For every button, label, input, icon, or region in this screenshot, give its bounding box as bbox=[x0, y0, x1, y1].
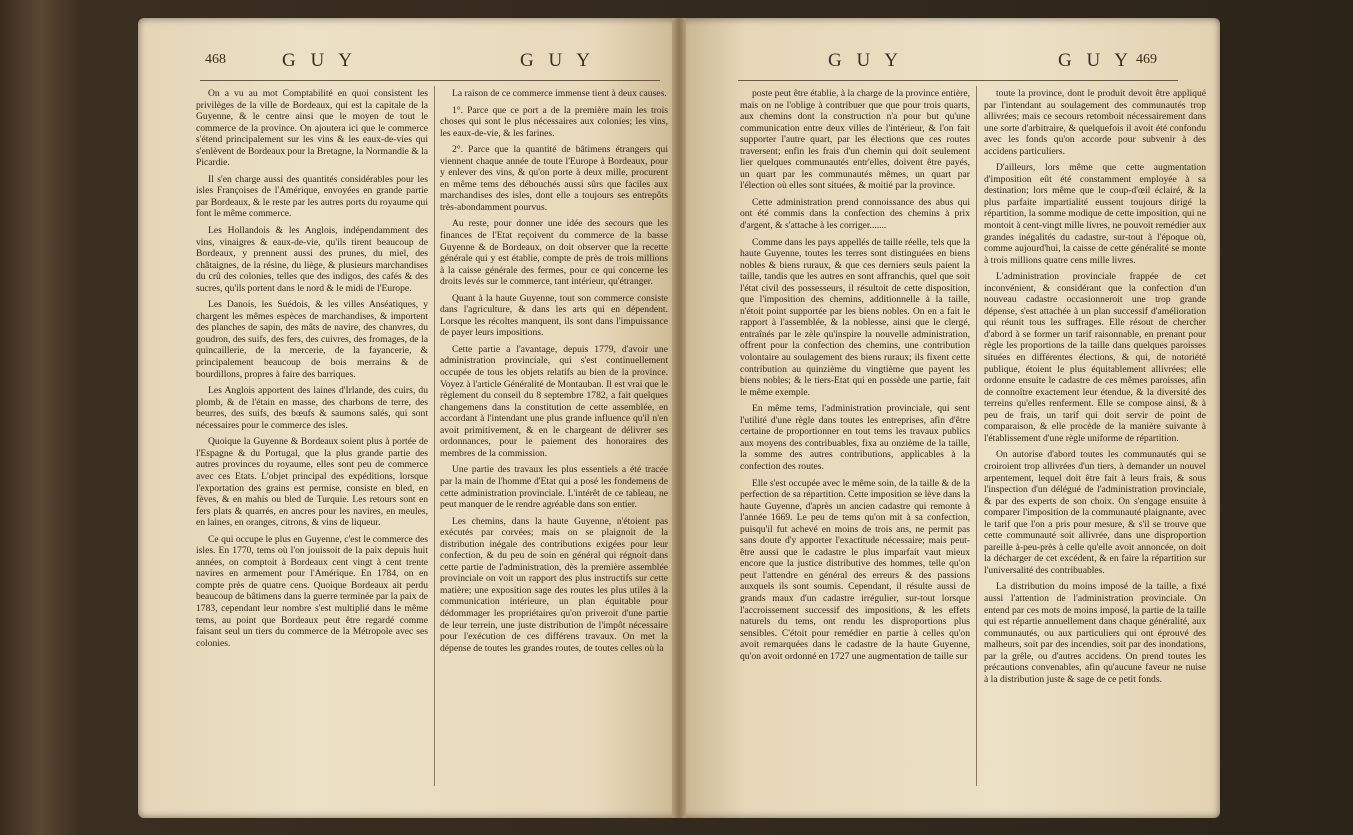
column-divider-left bbox=[434, 86, 435, 786]
paragraph: La raison de ce commerce immense tient à deux causes. bbox=[452, 88, 667, 99]
running-head-left-2: G U Y bbox=[520, 50, 595, 71]
left-column-1 bbox=[196, 88, 428, 654]
paragraph: 2°. Parce que la quantité de bâtimens étrangers qui viennent chaque année de toute l'Europe à Bordeaux, pour y enlever des vins, & qu'on porte à deux mille, procurent en même tems des débouchés aussi sûrs que faciles aux marchandises des isles, dont elle a toujours ses entrepôts très-abondamment pourvus. bbox=[440, 144, 668, 213]
paragraph: Il s'en charge aussi des quantités considérables pour les isles Françoises de l'Amérique, envoyées en grande partie par Bordeaux, & le reste par les autres ports du royaume qui font le même commerce. bbox=[196, 173, 428, 220]
header-rule-left bbox=[200, 80, 660, 81]
paragraph: On autorise d'abord toutes les communautés qui se croiroient trop allivrées d'un tiers, à demander un nouvel arpentement, lequel doit être fait à leurs frais, & sous l'inspection d'un délégué de l'administration provinciale, & par des experts de son choix. On s'engage ensuite à comparer l'imposition de la communauté plaignante, avec le tarif que l'on a pris pour mesure, & s'il se trouve que cette communauté soit allivrée, dans une disproportion pareille à-peu-près à celle qu'elle avoit annoncée, on doit la décharger de cet excédent, & en faire la répartition sur l'universalité des contribuables. bbox=[984, 449, 1206, 576]
paragraph: poste peut être établie, à la charge de la province entière, mais on ne l'oblige à contribuer que que pour trois quarts, aux chemins dont la construction n'a pour but qu'une communication entre deux villes de l'intérieur, & l'on fait supporter l'autre quart, par les élections que ces routes traversent; enfin les frais d'un chemin qui doit seulement lier quelques communautés entr'elles, doivent être payés, un quart par les communautés mêmes, un quart par l'élection où elles sont situées, & moitié par la province. bbox=[740, 88, 970, 192]
paragraph: En même tems, l'administration provinciale, qui sent l'utilité d'une règle dans toutes les entreprises, afin d'être certaine de proportionner en tout tems les travaux publics aux moyens des contribuables, fixa au onzième de la taille, la somme des autres contributions, applicables à la confection des routes. bbox=[740, 403, 970, 472]
running-head-right-2: G U Y bbox=[1058, 50, 1133, 71]
paragraph: Les Danois, les Suédois, & les villes Anséatiques, y chargent les mêmes espèces de marchandises, & importent des planches de sapin, des mâts de navire, des chanvres, du goudron, des suifs, des fers, des cuivres, des fromages, de la quincaillerie, de la mercerie, de la fayancerie, & principalement beaucoup de bois merrains & de bourdillons, propres à faire des barriques. bbox=[196, 299, 428, 380]
paragraph: Au reste, pour donner une idée des secours que les finances de l'Etat reçoivent du commerce de la basse Guyenne & de Bordeaux, on doit observer que la recette générale qui y est établie, compte de près de trois millions à la caisse générale des fermes, pour ce qui concerne les droits levés sur le commerce, tant intérieur, qu'étranger. bbox=[440, 218, 668, 288]
paragraph: Ce qui occupe le plus en Guyenne, c'est le commerce des isles. En 1770, tems où l'on jouissoit de la paix depuis huit années, on comptoit à Bordeaux cent vingt à cent trente navires en armement pour l'Amérique. En 1784, on en compte près de quatre cens. Quoique Bordeaux ait perdu beaucoup de bâtimens dans la guerre terminée par la paix de 1783, cependant leur nombre s'est multiplié dans le même tems, au point que Bordeaux peut être regardé comme faisant seul un tiers du commerce de la Métropole avec ses colonies. bbox=[196, 533, 428, 649]
column-divider-right bbox=[976, 86, 977, 786]
running-head-right-1: G U Y bbox=[828, 50, 903, 71]
page-number-left: 468 bbox=[205, 52, 226, 67]
left-column-2 bbox=[440, 88, 668, 659]
paragraph: Comme dans les pays appellés de taille réelle, tels que la haute Guyenne, toutes les terres sont distinguées en biens nobles & biens ruraux, & que ces derniers seuls paient la taille, tandis que les autres en sont affranchis, quel que soit l'état civil des possesseurs, il résultoit de cette disposition, que l'imposition des chemins, additionnelle à la taille, n'étoit point supportée par les biens nobles. On en a fait le rapport à l'assemblée, & la noblesse, ainsi que le clergé, entraînés par le zèle qu'inspire la nouvelle administration, offrent pour la confection des chemins, une contribution volontaire au soulagement des biens ruraux; ils fixent cette contribution au quinzième du vingtième que payent les biens nobles; & le tiers-Etat qui en possède une partie, fait le même exemple. bbox=[740, 236, 970, 398]
book-gutter bbox=[672, 18, 686, 818]
paragraph: Les Hollandois & les Anglois, indépendamment des vins, vinaigres & eaux-de-vie, qu'ils tirent beaucoup de Bordeaux, y prennent aussi des prunes, du miel, des châtaignes, de la résine, du liège, & plusieurs marchandises du crû des colonies, telles que des indigos, des cafés & des sucres, qu'ils portent dans le nord & le midi de l'Europe. bbox=[196, 225, 428, 294]
paragraph: D'ailleurs, lors même que cette augmentation d'imposition eût été constamment employée à sa destination; lors même que le coup-d'œil éclairé, & la plus parfaite impartialité eussent toujours dirigé la répartition, la somme modique de cette imposition, qui ne montoit à cent-vingt mille livres, ne pouvoit remédier aux grandes inégalités du cadastre, sur-tout à l'époque où, comme aujourd'hui, la caisse de cette généralité se monte à trois millions quatre cens mille livres. bbox=[984, 162, 1206, 266]
right-column-1 bbox=[740, 88, 970, 667]
paragraph: La distribution du moins imposé de la taille, a fixé aussi l'attention de l'administration provinciale. On entend par ces mots de moins imposé, la partie de la taille qui est répartie annuellement dans chaque généralité, aux communautés, ou aux particuliers qui ont éprouvé des malheurs, soit par des incendies, soit par des inondations, par la grêle, ou d'autres accidens. On prend toutes les précautions convenables, afin qu'aucune faveur ne nuise à la distribution juste & sage de ce petit fonds. bbox=[984, 581, 1206, 685]
paragraph: Quant à la haute Guyenne, tout son commerce consiste dans l'agriculture, & dans les arts qui en dépendent. Lorsque les récoltes manquent, ils sont dans l'impuissance de payer leurs impositions. bbox=[440, 292, 668, 339]
paragraph: Elle s'est occupée avec le même soin, de la taille & de la perfection de sa répartition. Cette imposition se lève dans la haute Guyenne, d'après un ancien cadastre qui remonte à l'année 1669. Le peu de tems qu'on mit à sa confection, puisqu'il fut achevé en moins de trois ans, ne permit pas sans doute d'y apporter l'exactitude nécessaire; mais peut-être aussi que le cadastre le plus imparfait vaut mieux encore que la justice distributive des hommes, telle qu'on peut l'attendre en général des erreurs & des passions auxquels ils sont soumis. Cependant, il résulte aussi de grands maux d'un cadastre irrégulier, sur-tout lorsque l'accroissement successif des impositions, & les effets naturels du tems, ont rendu les disproportions plus sensibles. C'étoit pour remédier en partie à celles qu'on avoit remarquées dans le cadastre de la haute Guyenne, qu'on avoit ordonné en 1727 une augmentation de taille sur bbox=[740, 477, 970, 662]
paragraph: Une partie des travaux les plus essentiels a été tracée par la main de l'homme d'Etat qui a posé les fondemens de cette administration provinciale. L'intérêt de ce tableau, ne peut manquer de le rendre agréable dans son entier. bbox=[440, 464, 668, 511]
paragraph: Cette administration prend connoissance des abus qui ont été commis dans la confection des chemins à prix d'argent, & s'attache à les corriger....... bbox=[740, 196, 970, 232]
paragraph: On a vu au mot Comptabilité en quoi consistent les privilèges de la ville de Bordeaux, qui est la capitale de la Guyenne, & le centre ainsi que le moyen de tout le commerce de la province. On ajoutera ici que le commerce s'étend principalement sur les vins & les eaux-de-vies qui s'enlèvent de Bordeaux pour la Bretagne, la Normandie & la Picardie. bbox=[196, 88, 428, 169]
paragraph: toute la province, dont le produit devoit être appliqué par l'intendant au soulagement des communautés trop allivrées; mais ce secours retomboit nécessairement dans une sorte d'arbitraire, & quelquefois il avoit été confondu avec les fonds qu'on accorde pour subvenir à des accidens particuliers. bbox=[984, 88, 1206, 157]
paragraph: Cette partie a l'avantage, depuis 1779, d'avoir une administration provinciale, qui s'est continuellement occupée de tous les objets relatifs au bien de la province. Voyez à l'article Généralité de Montauban. Il est vrai que le règlement du conseil du 8 septembre 1782, a fait quelques changemens dans la constitution de cette assemblée, en accordant à l'intendant une plus grande influence qu'il n'en avoit primitivement, & en le chargeant de délivrer ses ordonnances, pour le paiement des honoraires des membres de la commission. bbox=[440, 343, 668, 459]
paragraph: Les chemins, dans la haute Guyenne, n'étoient pas exécutés par corvées; mais on se plaignoit de la distribution inégale des contributions exigées pour leur confection, & du peu de soin en général qui régnoit dans cette partie de l'administration, dès la première assemblée provinciale on voit un rapport des plus instructifs sur cette matière; une exposition sage des routes les plus utiles à la communication intérieure, un plan équitable pour dédommager les propriétaires qu'on priveroit d'une partie de leur terrein, une juste distribution de l'impôt nécessaire pour l'exécution de ces différens travaux. On met la dépense de toutes les grandes routes, de toutes celles où la bbox=[440, 515, 668, 654]
right-column-2 bbox=[984, 88, 1206, 690]
page-number-right: 469 bbox=[1136, 52, 1157, 67]
running-head-left-1: G U Y bbox=[282, 50, 357, 71]
paragraph: 1°. Parce que ce port a de la première main les trois choses qui sont le plus nécessaires aux colonies; les vins, les eaux-de-vie, & les farines. bbox=[440, 104, 668, 139]
paragraph: L'administration provinciale frappée de cet inconvénient, & considérant que la confection d'un nouveau cadastre occasionneroit une trop grande dépense, s'est attachée à un plan successif d'amélioration qui réunit tous les suffrages. Elle résout de chercher d'abord à se former un tarif raisonnable, en prenant pour règle les proportions de la taille dans quelques paroisses situées en différentes élections, & qui, de notoriété publique, étoient le plus équitablement allivrées; elle ordonne ensuite le cadastre de ces mêmes paroisses, afin de connoître exactement leur étendue, & la diversité des terreins qu'elles renferment. Elle se compose ainsi, & à peu de frais, un tarif qui doit servir de point de comparaison, & elle procède de la manière suivante à l'établissement d'une règle uniforme de répartition. bbox=[984, 271, 1206, 444]
header-rule-right bbox=[738, 80, 1178, 81]
paragraph: Les Anglois apportent des laines d'Irlande, des cuirs, du plomb, & de l'étain en masse, des charbons de terre, des beurres, des suifs, des bœufs & saumons salés, qui sont nécessaires pour le commerce des isles. bbox=[196, 385, 428, 431]
paragraph: Quoique la Guyenne & Bordeaux soient plus à portée de l'Espagne & du Portugal, que la plus grande partie des autres provinces du royaume, elles sont peu de commerce avec ces Etats. L'objet principal des expéditions, lorsque l'exportation des grains est permise, consiste en bled, en fèves, & en mahis ou bled de Turquie. Les retours sont en fers plats & quarrés, en ancres pour les navires, en meules, en laines, en oranges, citrons, & vins de liqueur. bbox=[196, 436, 428, 529]
